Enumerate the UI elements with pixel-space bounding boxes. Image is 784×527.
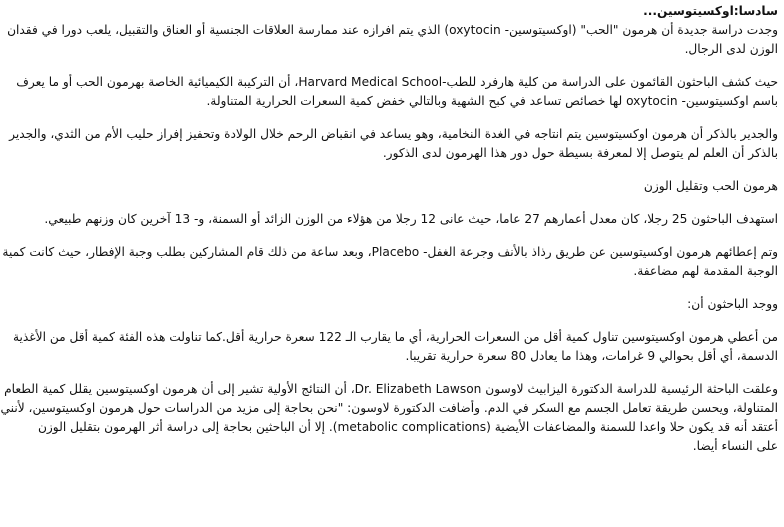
paragraph-6-line-1: ووجد الباحثون أن: xyxy=(687,297,778,311)
paragraph-1-line-1: وجدت دراسة جديدة أن هرمون "الحب" (اوكسيتوسين- oxytocin) الذي يتم افرازه عند ممارسة العلاقات الجنسية أو العناق والتقبيل، يلعب دورا في فقدان xyxy=(7,23,778,37)
spacer xyxy=(81,196,778,210)
spacer xyxy=(81,163,778,177)
section-heading: سادسا:اوكسيتوسين... xyxy=(643,4,778,18)
subheading: هرمون الحب وتقليل الوزن xyxy=(643,179,778,193)
paragraph-3-line-2: بالذكر أن العلم لم يتوصل إلا لمعرفة بسيطة حول دور هذا الهرمون لدى الذكور. xyxy=(382,146,778,160)
spacer xyxy=(81,281,778,295)
paragraph-7-line-2: الدسمة، أي أقل بحوالي 9 غرامات، وهذا ما يعادل 80 سعرة حرارية تقريبا. xyxy=(405,349,778,363)
spacer xyxy=(81,59,778,73)
paragraph-8-line-1: وعلقت الباحثة الرئيسية للدراسة الدكتورة اليزابيث لاوسون Dr. Elizabeth Lawson، أن النتائج الأولية تشير إلى أن هرمون اوكسيتوسين يقلل كمية الطعام xyxy=(4,382,778,396)
paragraph-5-line-1: وتم إعطائهم هرمون اوكسيتوسين عن طريق رذاذ بالأنف وجرعة الغفل- Placebo، وبعد ساعة من ذلك قام المشاركين بطلب وجبة الإفطار، حيث كانت كمية xyxy=(2,245,778,259)
spacer xyxy=(81,314,778,328)
spacer xyxy=(81,229,778,243)
paragraph-2-line-1: حيث كشف الباحثون القائمون على الدراسة من كلية هارفرد للطب-Harvard Medical School، أن التركيبة الكيميائية الخاصة بهرمون الحب أو ما يعرف xyxy=(16,75,778,89)
paragraph-7-line-1: من أعطي هرمون اوكسيتوسين تناول كمية أقل من السعرات الحرارية، أي ما يقارب الـ 122 سعرة حرارية أقل.كما تناولت هذه الفئة كمية أقل من الأغذية xyxy=(12,330,778,344)
paragraph-2-line-2: باسم اوكسيتوسين- oxytocin لها خصائص تساعد في كبح الشهية وبالتالي خفض كمية السعرات الحرارية المتناولة. xyxy=(206,94,778,108)
paragraph-1-line-2: الوزن لدى الرجال. xyxy=(684,42,778,56)
paragraph-8-line-3: أعتقد أنه قد يكون حلا واعدا للسمنة والمضاعفات الأيضية (metabolic complications). إلا أن الباحثين بحاجة إلى دراسة أثر الهرمون بتقليل الوزن xyxy=(37,420,778,434)
spacer xyxy=(81,111,778,125)
paragraph-8-line-4: على النساء أيضا. xyxy=(692,439,778,453)
paragraph-3-line-1: والجدير بالذكر أن هرمون اوكسيتوسين يتم انتاجه في الغدة النخامية، وهو يساعد في انقباض الرحم خلال الولادة وتحفيز إفراز حليب الأم من الثدي، والجدير xyxy=(9,127,778,141)
paragraph-4-line-1: استهدف الباحثون 25 رجلا، كان معدل أعمارهم 27 عاما، حيث عانى 12 رجلا من هؤلاء من الوزن الزائد أو السمنة، و- 13 آخرين كان وزنهم طبيعي. xyxy=(44,212,778,226)
paragraph-5-line-2: الوجبة المقدمة لهم مضاعفة. xyxy=(633,264,778,278)
spacer xyxy=(81,366,778,380)
paragraph-8-line-2: المتناولة، ويحسن طريقة تعامل الجسم مع السكر في الدم. وأضافت الدكتورة لاوسون: "نحن بحاجة إلى مزيد من الدراسات حول هرمون اوكسيتوسين، لأنني xyxy=(0,401,778,415)
